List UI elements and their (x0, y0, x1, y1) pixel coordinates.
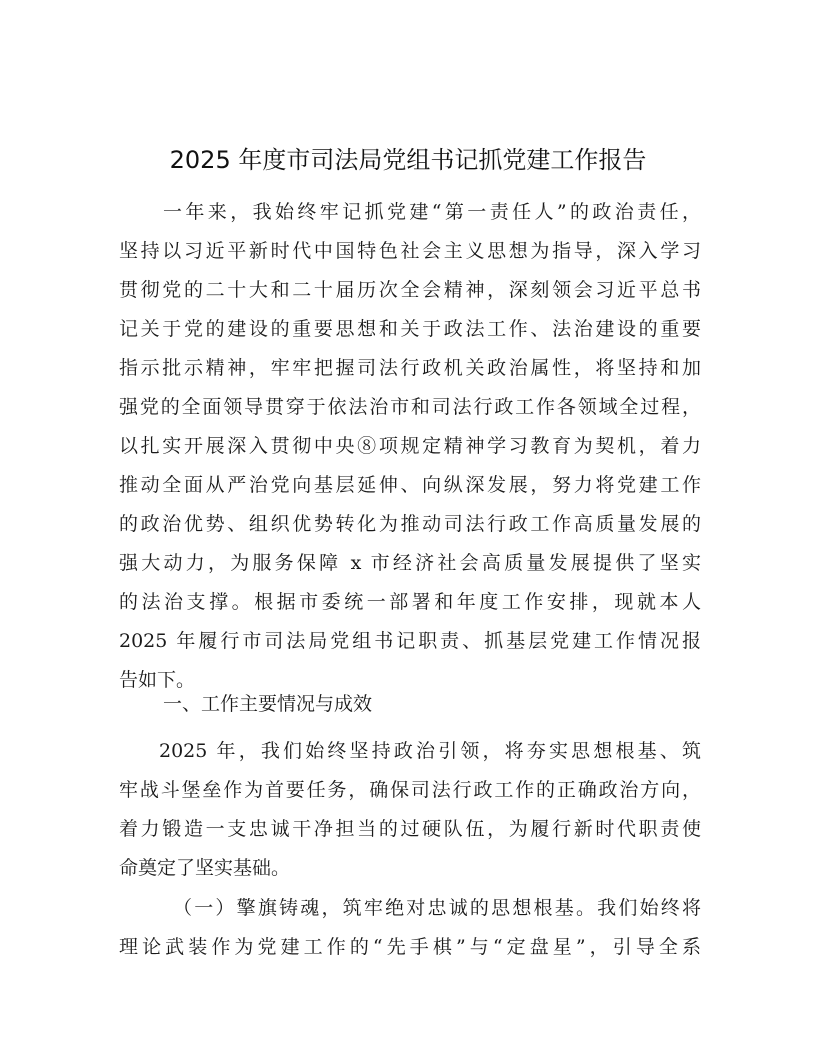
body-line-18: 命奠定了坚实基础。 (119, 857, 291, 879)
body-line-7: 以扎实开展深入贯彻中央⑧项规定精神学习教育为契机，着力 (119, 435, 701, 457)
body-line-8: 推动全面从严治党向基层延伸、向纵深发展，努力将党建工作 (119, 474, 701, 496)
body-line-1: 一年来，我始终牢记抓党建“第一责任人”的政治责任， (163, 201, 701, 223)
body-line-6: 强党的全面领导贯穿于依法治市和司法行政工作各领域全过程， (119, 396, 701, 418)
body-line-13: 告如下。 (119, 669, 196, 691)
body-line-11: 的法治支撑。根据市委统一部署和年度工作安排，现就本人 (119, 591, 701, 613)
body-line-2: 坚持以习近平新时代中国特色社会主义思想为指导，深入学习 (119, 240, 701, 262)
body-line-9: 的政治优势、组织优势转化为推动司法行政工作高质量发展的 (119, 513, 701, 535)
body-line-4: 记关于党的建设的重要思想和关于政法工作、法治建设的重要 (119, 318, 701, 340)
body-line-10: 强大动力，为服务保障 x 市经济社会高质量发展提供了坚实 (119, 552, 701, 574)
body-line-12: 2025 年履行市司法局党组书记职责、抓基层党建工作情况报 (119, 630, 701, 652)
body-line-3: 贯彻党的二十大和二十届历次全会精神，深刻领会习近平总书 (119, 279, 701, 301)
body-line-16: 牢战斗堡垒作为首要任务，确保司法行政工作的正确政治方向， (119, 779, 701, 801)
body-line-20: 理论武装作为党建工作的“先手棋”与“定盘星”，引导全系 (119, 936, 701, 958)
body-line-17: 着力锻造一支忠诚干净担当的过硬队伍，为履行新时代职责使 (119, 818, 701, 840)
body-line-5: 指示批示精神，牢牢把握司法行政机关政治属性，将坚持和加 (119, 357, 701, 379)
page-title: 2025 年度市司法局党组书记抓党建工作报告 (169, 146, 647, 174)
body-line-19: （一）擎旗铸魂，筑牢绝对忠诚的思想根基。我们始终将 (173, 897, 701, 919)
section-heading: 一、工作主要情况与成效 (163, 693, 373, 715)
body-line-15: 2025 年，我们始终坚持政治引领，将夯实思想根基、筑 (159, 740, 701, 762)
